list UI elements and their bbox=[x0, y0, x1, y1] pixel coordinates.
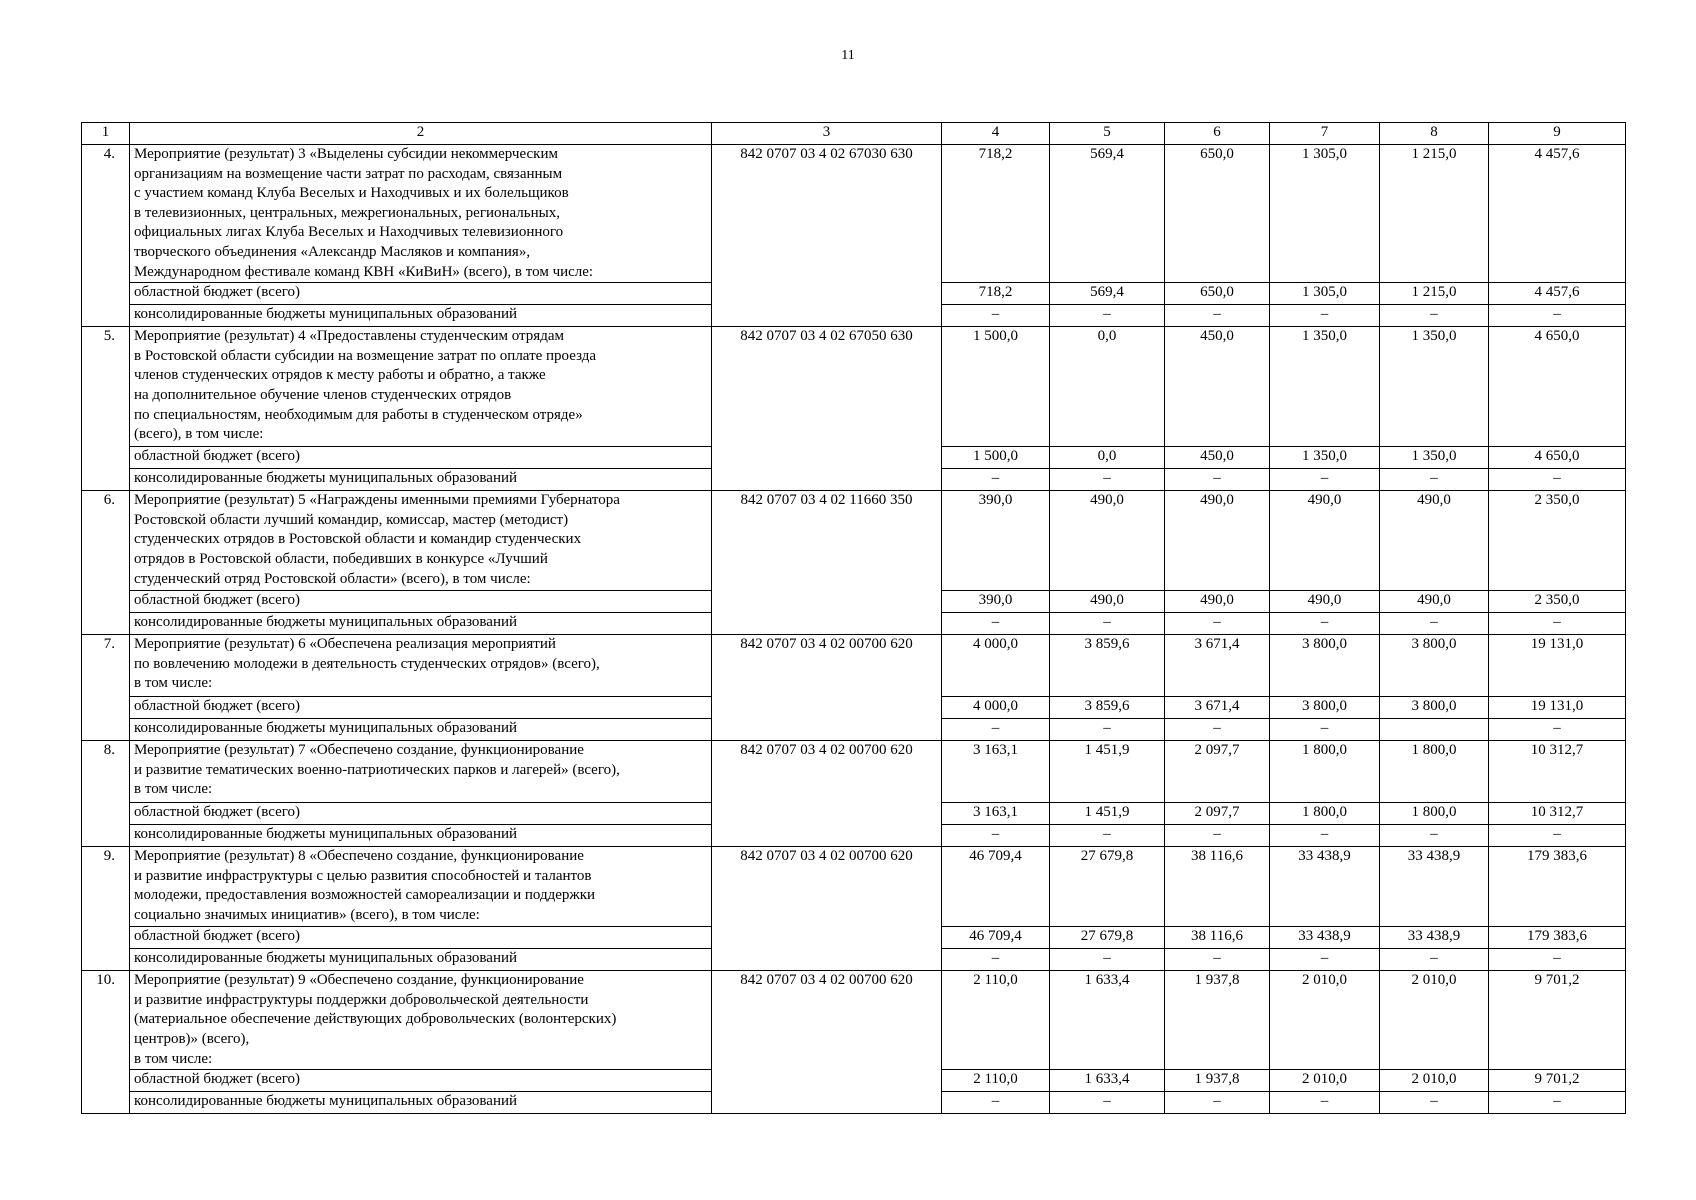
description-line: в том числе: bbox=[134, 781, 213, 798]
municipal-value-cell bbox=[1380, 719, 1489, 741]
measure-description bbox=[130, 847, 712, 927]
description-line: Мероприятие (результат) 6 «Обеспечена реализация мероприятий bbox=[134, 636, 556, 653]
measure-description bbox=[130, 635, 712, 697]
municipal-budget-label: консолидированные бюджеты муниципальных образований bbox=[130, 719, 712, 741]
regional-budget-label: областной бюджет (всего) bbox=[130, 447, 712, 469]
regional-value-cell: 38 116,6 bbox=[1165, 927, 1270, 949]
regional-value-cell: 4 650,0 bbox=[1489, 447, 1626, 469]
total-value-cell: 2 350,0 bbox=[1489, 491, 1626, 591]
regional-value-cell: 2 110,0 bbox=[942, 1070, 1050, 1092]
municipal-value-cell: – bbox=[1380, 825, 1489, 847]
regional-value-cell: 179 383,6 bbox=[1489, 927, 1626, 949]
header-cell: 6 bbox=[1165, 123, 1270, 145]
regional-budget-label: областной бюджет (всего) bbox=[130, 283, 712, 305]
regional-value-cell: 1 500,0 bbox=[942, 447, 1050, 469]
total-value-cell: 9 701,2 bbox=[1489, 971, 1626, 1070]
description-line: и развитие инфраструктуры с целью развития способностей и талантов bbox=[134, 867, 592, 884]
regional-value-cell: 3 859,6 bbox=[1050, 697, 1165, 719]
municipal-value-cell: – bbox=[1165, 1092, 1270, 1114]
description-line: в том числе: bbox=[134, 1050, 213, 1067]
budget-classification-code: 842 0707 03 4 02 67050 630 bbox=[712, 327, 942, 491]
total-value-cell: 490,0 bbox=[1380, 491, 1489, 591]
municipal-value-cell: – bbox=[942, 719, 1050, 741]
total-value-cell: 0,0 bbox=[1050, 327, 1165, 447]
description-line: по вовлечению молодежи в деятельность студенческих отрядов» (всего), bbox=[134, 655, 600, 672]
measure-description bbox=[130, 327, 712, 447]
municipal-value-cell: – bbox=[942, 825, 1050, 847]
description-line: отрядов в Ростовской области, победивших в конкурсе «Лучший bbox=[134, 550, 548, 567]
regional-value-cell: 27 679,8 bbox=[1050, 927, 1165, 949]
description-line: на дополнительное обучение членов студенческих отрядов bbox=[134, 386, 512, 403]
header-cell: 2 bbox=[130, 123, 712, 145]
municipal-value-cell: – bbox=[1165, 613, 1270, 635]
municipal-budget-label: консолидированные бюджеты муниципальных образований bbox=[130, 613, 712, 635]
total-value-cell: 490,0 bbox=[1050, 491, 1165, 591]
total-value-cell: 3 671,4 bbox=[1165, 635, 1270, 697]
total-value-cell: 2 010,0 bbox=[1270, 971, 1380, 1070]
total-value-cell: 4 457,6 bbox=[1489, 145, 1626, 283]
total-value-cell: 38 116,6 bbox=[1165, 847, 1270, 927]
municipal-value-cell: – bbox=[1165, 949, 1270, 971]
total-value-cell: 1 633,4 bbox=[1050, 971, 1165, 1070]
municipal-value-cell: – bbox=[1270, 949, 1380, 971]
measure-row bbox=[82, 741, 1626, 803]
municipal-value-cell: – bbox=[1380, 1092, 1489, 1114]
total-value-cell: 27 679,8 bbox=[1050, 847, 1165, 927]
budget-table bbox=[81, 122, 1626, 1114]
municipal-value-cell: – bbox=[942, 305, 1050, 327]
row-number: 10. bbox=[82, 971, 130, 1114]
municipal-budget-label: консолидированные бюджеты муниципальных образований bbox=[130, 1092, 712, 1114]
regional-value-cell: 1 305,0 bbox=[1270, 283, 1380, 305]
total-value-cell: 390,0 bbox=[942, 491, 1050, 591]
total-value-cell: 650,0 bbox=[1165, 145, 1270, 283]
budget-classification-code: 842 0707 03 4 02 11660 350 bbox=[712, 491, 942, 635]
total-value-cell: 1 305,0 bbox=[1270, 145, 1380, 283]
regional-value-cell: 650,0 bbox=[1165, 283, 1270, 305]
description-line: Мероприятие (результат) 4 «Предоставлены студенческим отрядам bbox=[134, 328, 564, 345]
description-line: Мероприятие (результат) 3 «Выделены субсидии некоммерческим bbox=[134, 146, 558, 162]
description-line: (всего), в том числе: bbox=[134, 426, 264, 443]
municipal-value-cell: – bbox=[942, 1092, 1050, 1114]
total-value-cell: 3 163,1 bbox=[942, 741, 1050, 803]
total-value-cell: 4 000,0 bbox=[942, 635, 1050, 697]
municipal-value-cell: – bbox=[1489, 949, 1626, 971]
regional-value-cell: 490,0 bbox=[1270, 591, 1380, 613]
total-value-cell: 1 451,9 bbox=[1050, 741, 1165, 803]
description-line: Ростовской области лучший командир, комиссар, мастер (методист) bbox=[134, 511, 569, 528]
header-cell: 5 bbox=[1050, 123, 1165, 145]
regional-value-cell: 450,0 bbox=[1165, 447, 1270, 469]
municipal-value-cell: – bbox=[1270, 825, 1380, 847]
regional-value-cell: 1 800,0 bbox=[1380, 803, 1489, 825]
municipal-value-cell: – bbox=[1489, 305, 1626, 327]
regional-value-cell: 2 350,0 bbox=[1489, 591, 1626, 613]
regional-value-cell: 718,2 bbox=[942, 283, 1050, 305]
total-value-cell: 33 438,9 bbox=[1380, 847, 1489, 927]
row-number: 4. bbox=[82, 145, 130, 327]
total-value-cell: 490,0 bbox=[1165, 491, 1270, 591]
description-line: Мероприятие (результат) 8 «Обеспечено создание, функционирование bbox=[134, 848, 584, 865]
municipal-budget-label: консолидированные бюджеты муниципальных образований bbox=[130, 305, 712, 327]
description-line: Мероприятие (результат) 7 «Обеспечено создание, функционирование bbox=[134, 742, 584, 759]
municipal-value-cell: – bbox=[1050, 469, 1165, 491]
regional-value-cell: 490,0 bbox=[1050, 591, 1165, 613]
measure-row bbox=[82, 145, 1626, 283]
regional-value-cell: 3 163,1 bbox=[942, 803, 1050, 825]
budget-classification-code: 842 0707 03 4 02 00700 620 bbox=[712, 741, 942, 847]
measure-description bbox=[130, 971, 712, 1070]
measure-row bbox=[82, 635, 1626, 697]
municipal-value-cell: – bbox=[942, 613, 1050, 635]
regional-value-cell: 9 701,2 bbox=[1489, 1070, 1626, 1092]
municipal-value-cell: – bbox=[1380, 613, 1489, 635]
measure-description bbox=[130, 491, 712, 591]
total-value-cell: 2 110,0 bbox=[942, 971, 1050, 1070]
municipal-value-cell: – bbox=[1050, 305, 1165, 327]
description-line: Международном фестивале команд КВН «КиВиН» (всего), в том числе: bbox=[134, 263, 594, 280]
regional-value-cell: 3 800,0 bbox=[1380, 697, 1489, 719]
municipal-value-cell: – bbox=[1050, 949, 1165, 971]
measure-row bbox=[82, 327, 1626, 447]
regional-budget-label: областной бюджет (всего) bbox=[130, 1070, 712, 1092]
measure-row bbox=[82, 971, 1626, 1070]
regional-value-cell: 2 010,0 bbox=[1380, 1070, 1489, 1092]
municipal-value-cell: – bbox=[1165, 719, 1270, 741]
regional-value-cell: 33 438,9 bbox=[1380, 927, 1489, 949]
regional-value-cell: 3 671,4 bbox=[1165, 697, 1270, 719]
total-value-cell: 4 650,0 bbox=[1489, 327, 1626, 447]
description-line: Мероприятие (результат) 9 «Обеспечено создание, функционирование bbox=[134, 972, 584, 989]
municipal-value-cell: – bbox=[1050, 825, 1165, 847]
description-line: организациям на возмещение части затрат по расходам, связанным bbox=[134, 165, 563, 182]
description-line: Мероприятие (результат) 5 «Награждены именными премиями Губернатора bbox=[134, 492, 620, 509]
regional-value-cell: 4 000,0 bbox=[942, 697, 1050, 719]
municipal-value-cell: – bbox=[1270, 613, 1380, 635]
regional-value-cell: 46 709,4 bbox=[942, 927, 1050, 949]
total-value-cell: 10 312,7 bbox=[1489, 741, 1626, 803]
total-value-cell: 3 800,0 bbox=[1270, 635, 1380, 697]
total-value-cell: 2 097,7 bbox=[1165, 741, 1270, 803]
total-value-cell: 1 350,0 bbox=[1270, 327, 1380, 447]
regional-value-cell: 2 097,7 bbox=[1165, 803, 1270, 825]
total-value-cell: 450,0 bbox=[1165, 327, 1270, 447]
municipal-value-cell: – bbox=[942, 469, 1050, 491]
regional-value-cell: 10 312,7 bbox=[1489, 803, 1626, 825]
regional-value-cell: 1 800,0 bbox=[1270, 803, 1380, 825]
municipal-value-cell: – bbox=[1270, 305, 1380, 327]
total-value-cell: 569,4 bbox=[1050, 145, 1165, 283]
description-line: студенческих отрядов в Ростовской области и командир студенческих bbox=[134, 531, 582, 548]
regional-value-cell: 2 010,0 bbox=[1270, 1070, 1380, 1092]
regional-value-cell: 19 131,0 bbox=[1489, 697, 1626, 719]
description-line: и развитие тематических военно-патриотических парков и лагерей» (всего), bbox=[134, 761, 620, 778]
description-line: официальных лигах Клуба Веселых и Находчивых телевизионного bbox=[134, 224, 564, 241]
description-line: в том числе: bbox=[134, 675, 213, 692]
municipal-budget-label: консолидированные бюджеты муниципальных образований bbox=[130, 949, 712, 971]
header-cell: 3 bbox=[712, 123, 942, 145]
municipal-value-cell: – bbox=[1165, 825, 1270, 847]
regional-value-cell: 490,0 bbox=[1165, 591, 1270, 613]
municipal-value-cell: – bbox=[1165, 305, 1270, 327]
header-cell: 9 bbox=[1489, 123, 1626, 145]
description-line: (материальное обеспечение действующих добровольческих (волонтерских) bbox=[134, 1011, 617, 1028]
municipal-value-cell: – bbox=[1270, 1092, 1380, 1114]
regional-value-cell: 0,0 bbox=[1050, 447, 1165, 469]
description-line: с участием команд Клуба Веселых и Находчивых и их болельщиков bbox=[134, 185, 569, 202]
municipal-budget-label: консолидированные бюджеты муниципальных образований bbox=[130, 825, 712, 847]
description-line: молодежи, предоставления возможностей самореализации и поддержки bbox=[134, 887, 596, 904]
total-value-cell: 1 800,0 bbox=[1270, 741, 1380, 803]
regional-budget-label: областной бюджет (всего) bbox=[130, 927, 712, 949]
regional-value-cell: 1 451,9 bbox=[1050, 803, 1165, 825]
total-value-cell: 1 800,0 bbox=[1380, 741, 1489, 803]
municipal-value-cell: – bbox=[1270, 719, 1380, 741]
municipal-value-cell: – bbox=[1380, 949, 1489, 971]
page-number: 11 bbox=[841, 48, 855, 63]
municipal-value-cell: – bbox=[1489, 825, 1626, 847]
regional-value-cell: 4 457,6 bbox=[1489, 283, 1626, 305]
municipal-budget-label: консолидированные бюджеты муниципальных образований bbox=[130, 469, 712, 491]
regional-value-cell: 33 438,9 bbox=[1270, 927, 1380, 949]
budget-classification-code: 842 0707 03 4 02 00700 620 bbox=[712, 847, 942, 971]
total-value-cell: 1 937,8 bbox=[1165, 971, 1270, 1070]
regional-value-cell: 3 800,0 bbox=[1270, 697, 1380, 719]
header-row bbox=[82, 123, 1626, 145]
header-cell: 4 bbox=[942, 123, 1050, 145]
municipal-value-cell: – bbox=[1489, 719, 1626, 741]
regional-value-cell: 490,0 bbox=[1380, 591, 1489, 613]
description-line: творческого объединения «Александр Масляков и компания», bbox=[134, 243, 531, 260]
header-cell: 8 bbox=[1380, 123, 1489, 145]
total-value-cell: 1 350,0 bbox=[1380, 327, 1489, 447]
regional-value-cell: 390,0 bbox=[942, 591, 1050, 613]
header-cell: 1 bbox=[82, 123, 130, 145]
header-cell: 7 bbox=[1270, 123, 1380, 145]
municipal-value-cell: – bbox=[1165, 469, 1270, 491]
total-value-cell: 3 859,6 bbox=[1050, 635, 1165, 697]
total-value-cell: 179 383,6 bbox=[1489, 847, 1626, 927]
municipal-value-cell: – bbox=[1380, 469, 1489, 491]
row-number: 5. bbox=[82, 327, 130, 491]
municipal-value-cell: – bbox=[1380, 305, 1489, 327]
description-line: в Ростовской области субсидии на возмещение затрат по оплате проезда bbox=[134, 347, 597, 364]
description-line: социально значимых инициатив» (всего), в том числе: bbox=[134, 906, 480, 923]
description-line: и развитие инфраструктуры поддержки добровольческой деятельности bbox=[134, 991, 589, 1008]
description-line: студенческий отряд Ростовской области» (всего), в том числе: bbox=[134, 570, 531, 587]
row-number: 7. bbox=[82, 635, 130, 741]
measure-row bbox=[82, 847, 1626, 927]
total-value-cell: 33 438,9 bbox=[1270, 847, 1380, 927]
row-number: 6. bbox=[82, 491, 130, 635]
description-line: центров)» (всего), bbox=[134, 1030, 250, 1047]
regional-budget-label: областной бюджет (всего) bbox=[130, 697, 712, 719]
total-value-cell: 718,2 bbox=[942, 145, 1050, 283]
regional-value-cell: 1 633,4 bbox=[1050, 1070, 1165, 1092]
regional-value-cell: 1 350,0 bbox=[1380, 447, 1489, 469]
measure-description bbox=[130, 741, 712, 803]
municipal-value-cell: – bbox=[1270, 469, 1380, 491]
municipal-value-cell: – bbox=[1050, 613, 1165, 635]
total-value-cell: 1 215,0 bbox=[1380, 145, 1489, 283]
regional-value-cell: 569,4 bbox=[1050, 283, 1165, 305]
municipal-value-cell: – bbox=[1050, 719, 1165, 741]
row-number: 8. bbox=[82, 741, 130, 847]
regional-budget-label: областной бюджет (всего) bbox=[130, 591, 712, 613]
total-value-cell: 46 709,4 bbox=[942, 847, 1050, 927]
regional-value-cell: 1 215,0 bbox=[1380, 283, 1489, 305]
regional-budget-label: областной бюджет (всего) bbox=[130, 803, 712, 825]
total-value-cell: 2 010,0 bbox=[1380, 971, 1489, 1070]
description-line: членов студенческих отрядов к месту работы и обратно, а также bbox=[134, 367, 546, 384]
measure-description bbox=[130, 145, 712, 283]
budget-classification-code: 842 0707 03 4 02 67030 630 bbox=[712, 145, 942, 327]
municipal-value-cell: – bbox=[1489, 1092, 1626, 1114]
budget-classification-code: 842 0707 03 4 02 00700 620 bbox=[712, 971, 942, 1114]
budget-classification-code: 842 0707 03 4 02 00700 620 bbox=[712, 635, 942, 741]
regional-value-cell: 1 937,8 bbox=[1165, 1070, 1270, 1092]
description-line: в телевизионных, центральных, межрегиональных, региональных, bbox=[134, 204, 560, 221]
total-value-cell: 3 800,0 bbox=[1380, 635, 1489, 697]
municipal-value-cell: – bbox=[1489, 469, 1626, 491]
row-number: 9. bbox=[82, 847, 130, 971]
measure-row bbox=[82, 491, 1626, 591]
total-value-cell: 1 500,0 bbox=[942, 327, 1050, 447]
total-value-cell: 19 131,0 bbox=[1489, 635, 1626, 697]
total-value-cell: 490,0 bbox=[1270, 491, 1380, 591]
regional-value-cell: 1 350,0 bbox=[1270, 447, 1380, 469]
municipal-value-cell: – bbox=[1050, 1092, 1165, 1114]
municipal-value-cell: – bbox=[1489, 613, 1626, 635]
municipal-value-cell: – bbox=[942, 949, 1050, 971]
description-line: по специальностям, необходимым для работы в студенческом отряде» bbox=[134, 406, 583, 423]
